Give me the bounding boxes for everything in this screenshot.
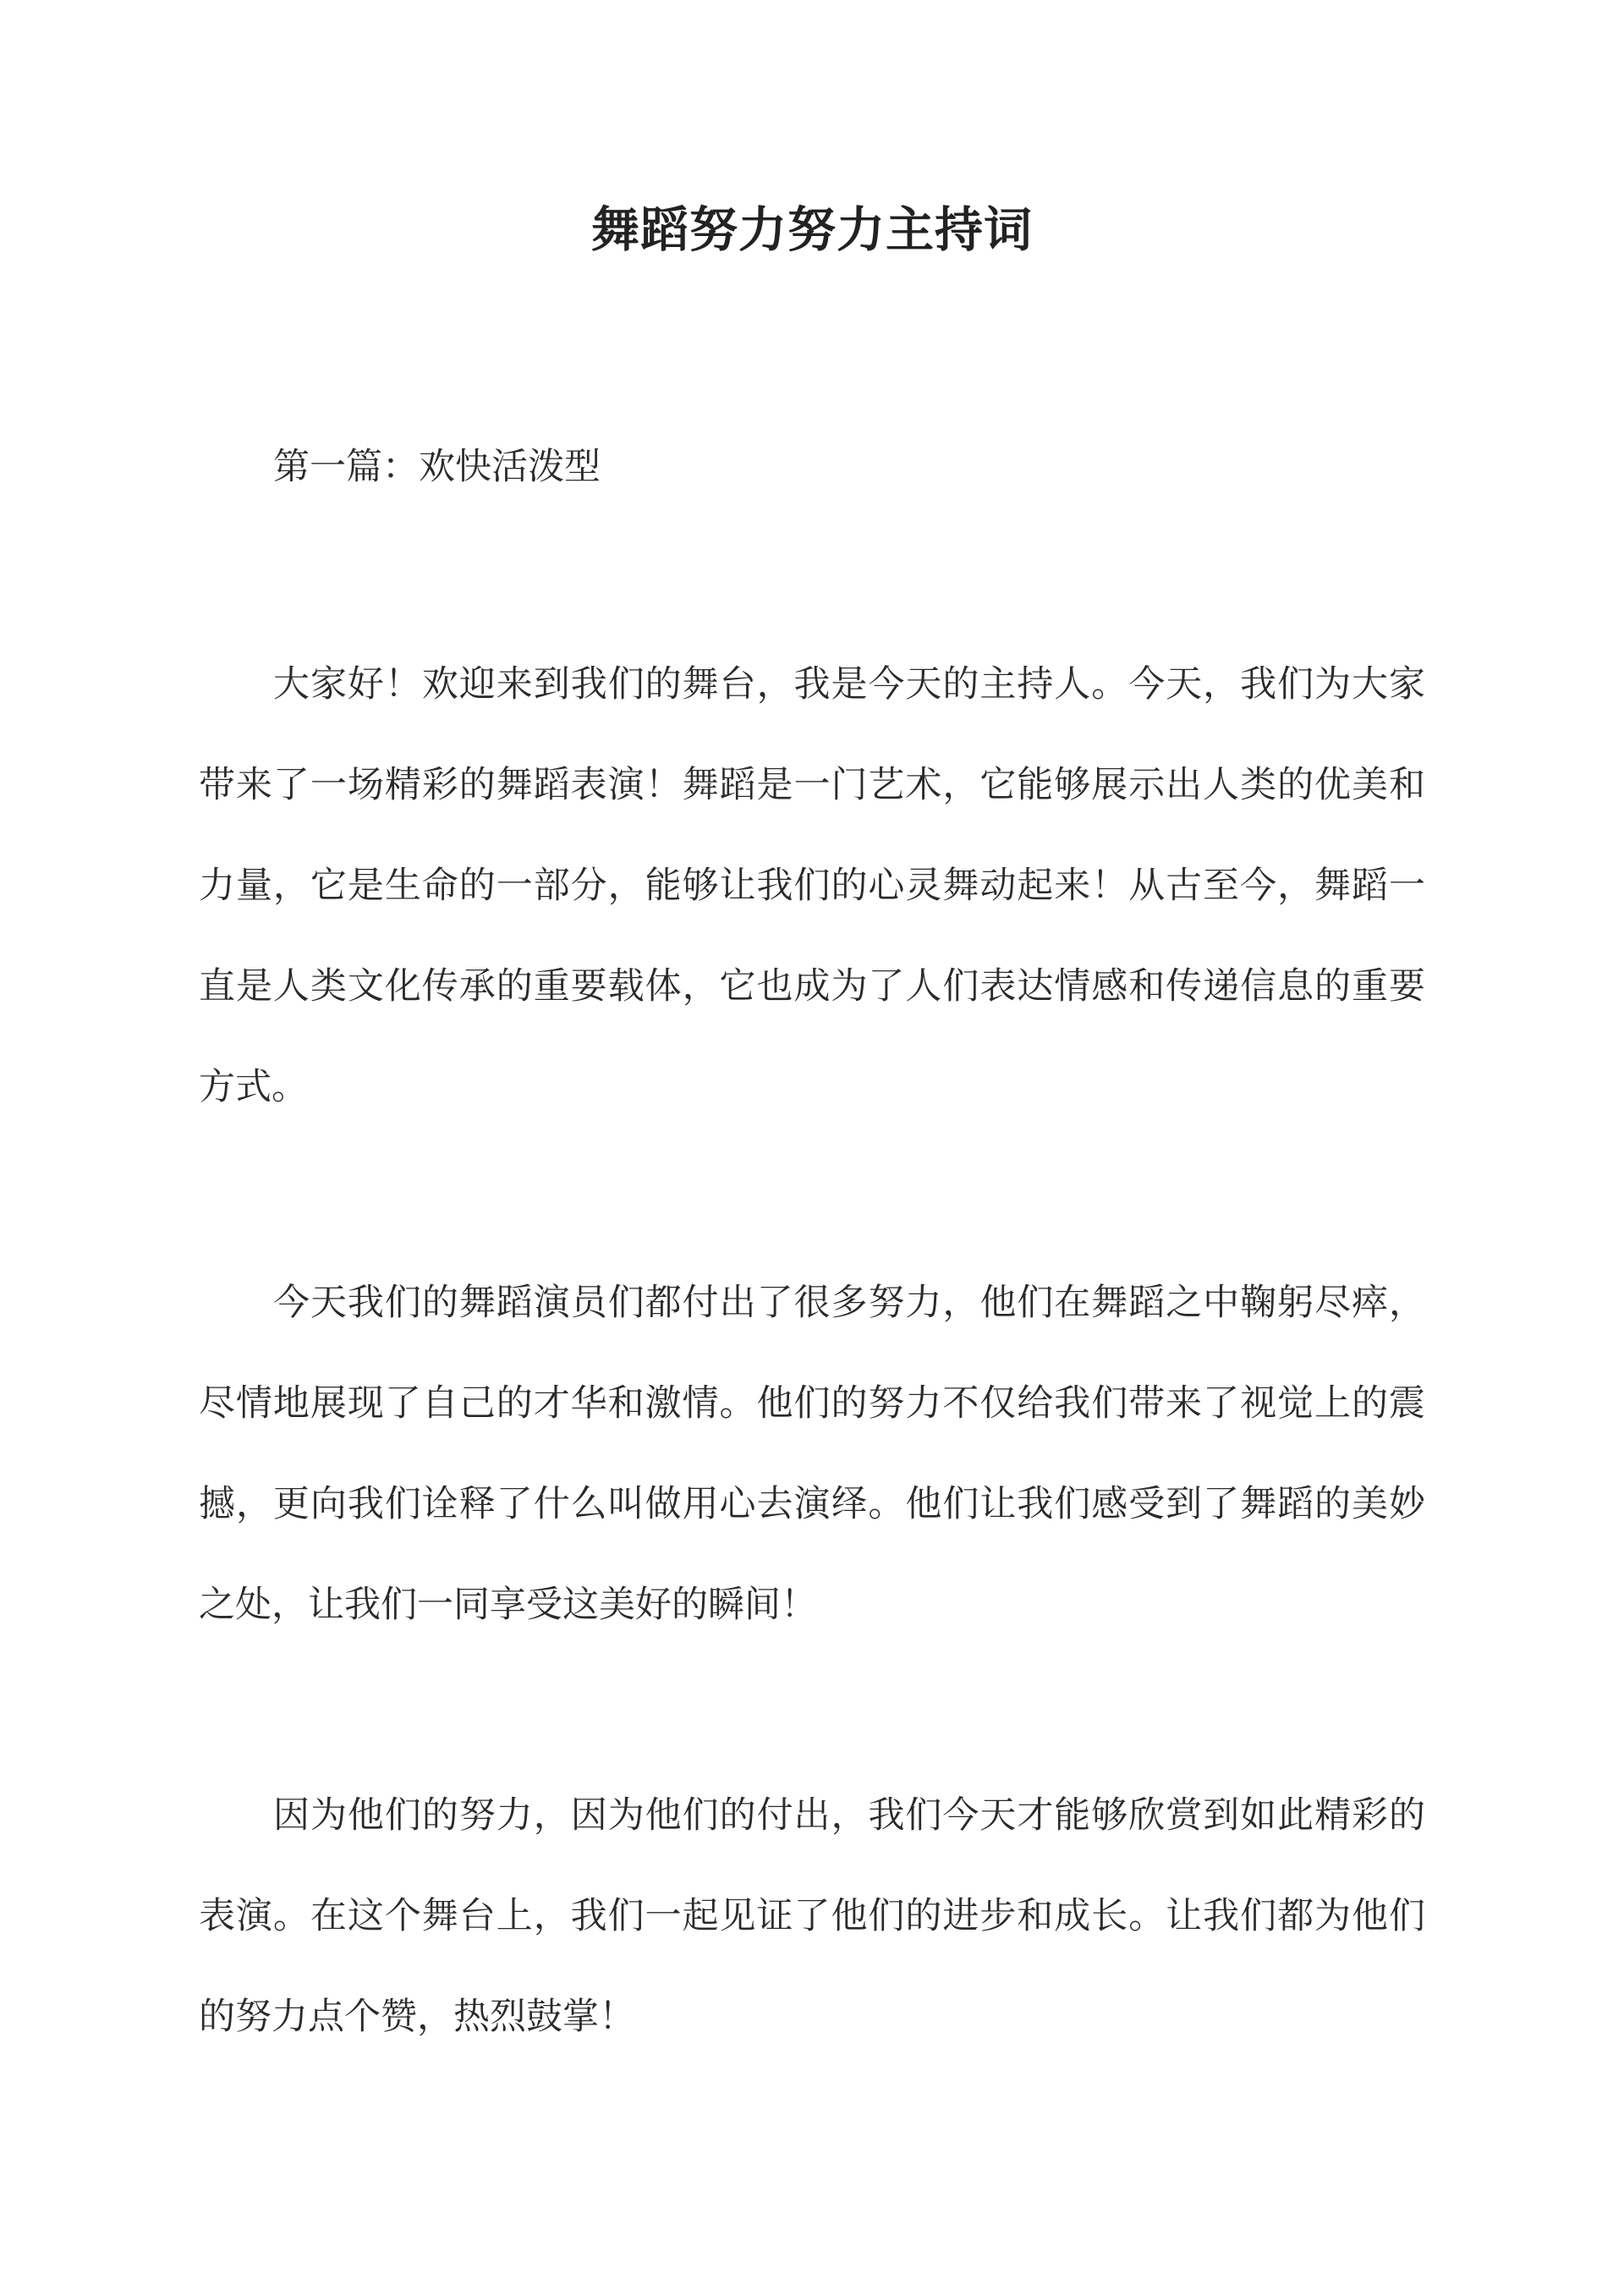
paragraph: 今天我们的舞蹈演员们都付出了很多努力，他们在舞蹈之中鞠躬尽瘁，尽情地展现了自己的才华和激情。他们的努力不仅给我们带来了视觉上的震撼，更向我们诠释了什么叫做用心去演绎。他们让我们感受到了舞蹈的美妙之处，让我们一同享受这美好的瞬间！	[199, 1282, 1425, 1626]
document-title: 舞蹈努力努力主持词	[591, 201, 1033, 258]
paragraph: 大家好！欢迎来到我们的舞台，我是今天的主持人。今天，我们为大家带来了一场精彩的舞蹈表演！舞蹈是一门艺术，它能够展示出人类的优美和力量，它是生命的一部分，能够让我们的心灵舞动起来！从古至今，舞蹈一直是人类文化传承的重要载体，它也成为了人们表达情感和传递信息的重要方式。	[199, 663, 1425, 1108]
section-heading: 第一篇：欢快活泼型	[273, 446, 601, 488]
paragraph: 因为他们的努力，因为他们的付出，我们今天才能够欣赏到如此精彩的表演。在这个舞台上，我们一起见证了他们的进步和成长。让我们都为他们的努力点个赞，热烈鼓掌！	[199, 1794, 1425, 2038]
